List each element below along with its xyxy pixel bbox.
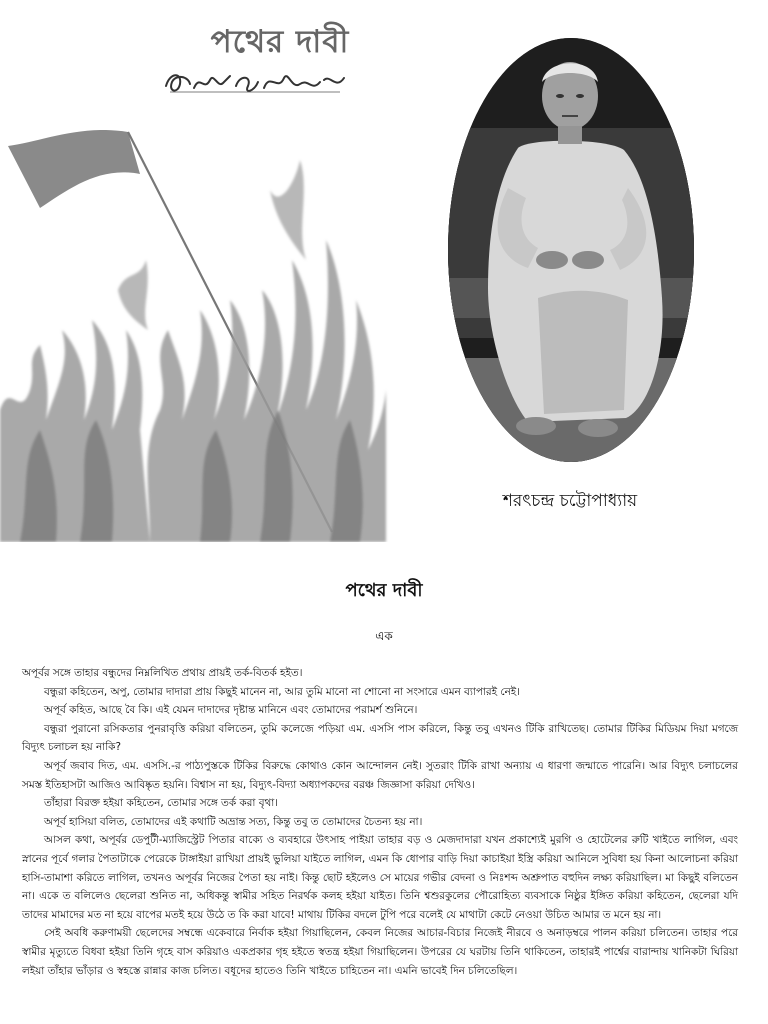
paragraph: সেই অবধি করুণাময়ী ছেলেদের সম্বন্ধে একেবারে নির্বাক হইয়া গিয়াছিলেন, কেবল নিজের আচার-বিচার নিজেই নীরবে ও অনাড়ম্বরে পালন করিয়া চলিতেন। তাহার পরে স্বামীর মৃত্যুতে বিধবা হইয়া তিনি গৃহে বাস করিয়াও একপ্রকার গৃহ হইতে স্বতন্ত্র হইয়া গিয়াছিলেন। উপরের যে ঘরটায় তিনি থাকিতেন, তাহারই পার্শ্বের বারান্দায় খানিকটা ঘিরিয়া লইয়া তাঁহার ভাঁড়ার ও স্বহস্তে রান্নার কাজ চলিত। বধূদের হাতেও তিনি খাইতে চাহিতেন না। এমনি ভাবেই দিন চলিতেছিল। xyxy=(22,927,738,977)
paragraph: বন্ধুরা কহিতেন, অপু, তোমার দাদারা প্রায় কিছুই মানেন না, আর তুমি মানো না শোনো না সংসারে এমন ব্যাপারই নেই। xyxy=(44,685,520,698)
author-name-caption: শরৎচন্দ্র চট্টোপাধ্যায় xyxy=(502,491,638,511)
book-text-page xyxy=(0,548,768,1024)
paragraph: অপূর্বর সঙ্গে তাহার বন্ধুদের নিম্নলিখিত প্রথায় প্রায়ই তর্ক-বিতর্ক হইত। xyxy=(22,667,303,679)
paragraph: আসল কথা, অপূর্বর ডেপুটী-ম্যাজিস্ট্রেট পিতার বাক্যে ও ব্যবহারে উৎসাহ পাইয়া তাহার বড় ও মেজদাদারা যখন প্রকাশ্যেই মুরগি ও হোটেলের রুটি খাইতে লাগিল, এবং স্নানের পূর্বে গলার পৈতাটাকে পেরেকে টাঙ্গাইয়া রাখিয়া প্রায়ই ভুলিয়া যাইতে লাগিল, এমন কি ধোপার বাড়ি দিয়া কাচাইয়া ইস্ত্রি করিয়া আনিলে সুবিধা হয় কিনা আলোচনা করিয়া হাসি-তামাশা করিতে লাগিল, তখনও অপূর্বর নিজের পৈতা হয় নাই। কিন্তু ছোট হইলেও সে মায়ের গভীর বেদনা ও নিঃশব্দ অশ্রুপাত বহুদিন লক্ষ্য করিয়াছিল। মা কিছুই বলিতেন না। একে ত বলিলেও ছেলেরা শুনিত না, অধিকন্তু স্বামীর সহিত নিরর্থক কলহ হইয়া যাইত। তিনি শ্বশুরকুলের পৌরোহিত্য ব্যবসাকে নিষ্ঠুর ইঙ্গিত করিয়া কহিতেন, ছেলেরা যদি তাদের মামাদের মত না হয়ে বাপের মতই হয়ে উঠে ত কি করা যাবে! মাথায় টিকির বদলে টুপি পরে বলেই যে মাথাটা কেটে নেওয়া উচিত আমার ত মনে হয় না। xyxy=(22,834,738,921)
cover-title: পথের দাবী xyxy=(210,24,350,60)
flag-icon xyxy=(8,130,140,208)
paragraph: বন্ধুরা পুরানো রসিকতার পুনরাবৃত্তি করিয়া বলিতেন, তুমি কলেজে পড়িয়া এম. এস‌সি পাস করিলে, কিন্তু তবু এখনও টিকি রাখিতেছ। তোমার টিকির মিডিয়ম দিয়া মগজে বিদ্যুৎ চলাচল হয় নাকি? xyxy=(22,722,738,754)
flag-and-flames-illustration xyxy=(0,130,390,542)
author-signature xyxy=(160,62,350,102)
paragraph: অপূর্ব কহিত, আছে বৈ কি। এই যেমন দাদাদের দৃষ্টান্ত মানিনে এবং তোমাদের পরামর্শ শুনিনে। xyxy=(44,704,418,717)
flames-icon xyxy=(0,160,386,542)
chapter-heading: এক xyxy=(375,629,393,643)
paragraph: অপূর্ব জবাব দিত, এম. এস‌সি.-র পাঠ্যপুস্তকে টিকির বিরুদ্ধে কোথাও কোন আন্দোলন নেই। সুতরাং টিকি রাখা অন্যায় এ ধারণা জন্মাতে পারেনি। আর বিদ্যুৎ চলাচলের সমস্ত ইতিহাসটা আজিও আবিষ্কৃত হয়নি। বিশ্বাস না হয়, বিদ্যুৎ-বিদ্যা অধ্যাপকদের বরঞ্চ জিজ্ঞাসা করিয়া দেখিও। xyxy=(22,759,738,791)
book-title: পথের দাবী xyxy=(345,580,423,601)
paragraph: তাঁহারা বিরক্ত হইয়া কহিতেন, তোমার সঙ্গে তর্ক করা বৃথা। xyxy=(44,797,278,810)
chapter-body xyxy=(22,664,738,980)
author-portrait xyxy=(448,38,694,462)
paragraph: অপূর্ব হাসিয়া বলিত, তোমাদের এই কথাটি অভ্রান্ত সত্য, কিন্তু তবু ত তোমাদের চৈতন্য হয় না। xyxy=(44,815,423,828)
